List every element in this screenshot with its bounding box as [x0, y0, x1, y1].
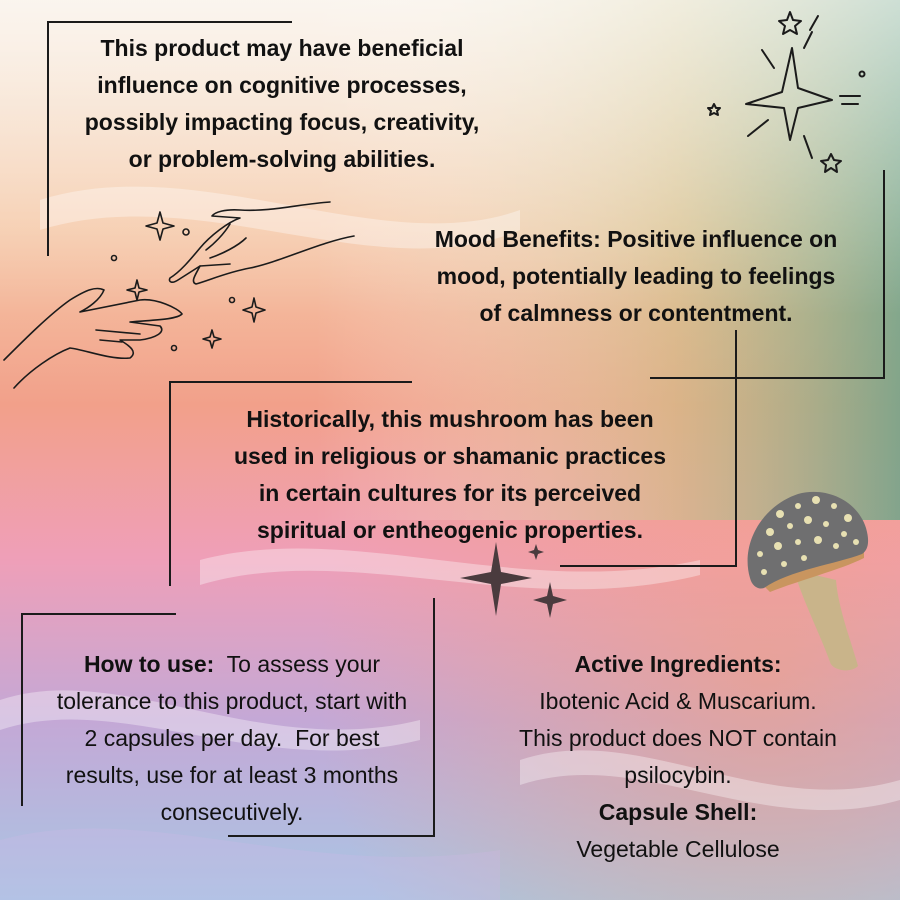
cognitive-line: This product may have beneficial [100, 35, 464, 61]
cognitive-line: possibly impacting focus, creativity, [84, 109, 480, 135]
mood-line: Mood Benefits: Positive influence on [434, 226, 838, 252]
how-to-use-line: consecutively. [160, 799, 304, 825]
how-to-use-line-rest: To assess your [214, 651, 381, 677]
mood-benefit-text [396, 221, 876, 332]
active-ingredients-line: This product does NOT contain [519, 725, 837, 751]
capsule-shell-label: Capsule Shell: [598, 799, 758, 825]
history-text [180, 401, 720, 549]
mood-line: of calmness or contentment. [479, 300, 793, 326]
mood-line: mood, potentially leading to feelings [436, 263, 836, 289]
cognitive-benefit-text [38, 30, 526, 178]
capsule-shell-value: Vegetable Cellulose [576, 836, 780, 862]
active-ingredients-line: psilocybin. [624, 762, 732, 788]
ingredients-text [468, 646, 888, 868]
how-to-use-line [22, 646, 442, 683]
hands-sparkles-icon [0, 190, 360, 400]
history-line: Historically, this mushroom has been [246, 406, 654, 432]
history-line: spiritual or entheogenic properties. [257, 517, 643, 543]
cognitive-line: or problem-solving abilities. [128, 146, 436, 172]
active-ingredients-label: Active Ingredients: [574, 651, 782, 677]
how-to-use-line: 2 capsules per day. For best [84, 725, 380, 751]
history-line: in certain cultures for its perceived [258, 480, 642, 506]
how-to-use-line: tolerance to this product, start with [56, 688, 408, 714]
how-to-use-label: How to use: [83, 651, 215, 677]
sparkles-icon [456, 536, 576, 626]
how-to-use-line: results, use for at least 3 months [65, 762, 399, 788]
cognitive-line: influence on cognitive processes, [97, 72, 467, 98]
history-line: used in religious or shamanic practices [233, 443, 667, 469]
how-to-use-text [22, 646, 442, 831]
star-cluster-icon [700, 8, 880, 178]
active-ingredients-line: Ibotenic Acid & Muscarium. [539, 688, 817, 714]
